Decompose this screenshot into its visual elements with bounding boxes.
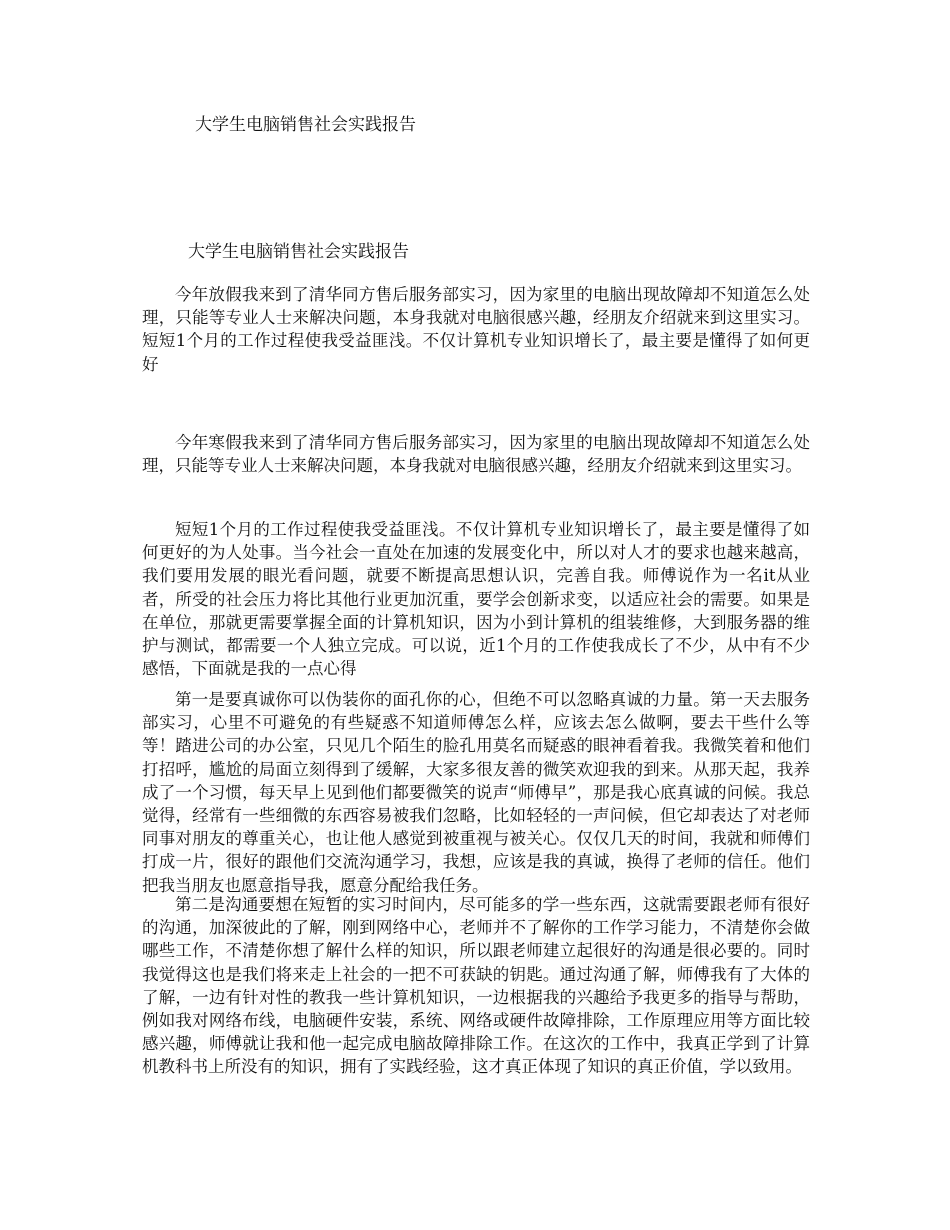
- paragraph-experience: 短短1个月的工作过程使我受益匪浅。不仅计算机专业知识增长了，最主要是懂得了如何更好的为人处事。当今社会一直处在加速的发展变化中，所以对人才的要求也越来越高，我们要用发展的眼光看问题，就要不断提高思想认识，完善自我。师傅说作为一名it从业者，所受的社会压力将比其他行业更加沉重，要学会创新求变，以适应社会的需要。如果是在单位，那就更需要掌握全面的计算机知识，因为小到计算机的组装维修，大到服务器的维护与测试，都需要一个人独立完成。可以说，近1个月的工作使我成长了不少，从中有不少感悟，下面就是我的一点心得: [142, 520, 810, 679]
- paragraph-intro-summary: 今年放假我来到了清华同方售后服务部实习，因为家里的电脑出现故障却不知道怎么处理，只能等专业人士来解决问题，本身我就对电脑很感兴趣，经朋友介绍就来到这里实习。短短1个月的工作过程使我受益匪浅。不仅计算机专业知识增长了，最主要是懂得了如何更好: [142, 285, 810, 374]
- paragraph-communication: 第二是沟通要想在短暂的实习时间内，尽可能多的学一些东西，这就需要跟老师有很好的沟通，加深彼此的了解，刚到网络中心，老师并不了解你的工作学习能力，不清楚你会做哪些工作，不清楚你想了解什么样的知识，所以跟老师建立起很好的沟通是很必要的。同时我觉得这也是我们将来走上社会的一把不可获缺的钥匙。通过沟通了解，师傅我有了大体的了解，一边有针对性的教我一些计算机知识，一边根据我的兴趣给予我更多的指导与帮助，例如我对网络布线，电脑硬件安装，系统、网络或硬件故障排除，工作原理应用等方面比较感兴趣，师傅就让我和他一起完成电脑故障排除工作。在这次的工作中，我真正学到了计算机教科书上所没有的知识，拥有了实践经验，这才真正体现了知识的真正价值，学以致用。: [142, 895, 810, 1077]
- document-subtitle: 大学生电脑销售社会实践报告: [188, 242, 409, 262]
- paragraph-intro: 今年寒假我来到了清华同方售后服务部实习，因为家里的电脑出现故障却不知道怎么处理，只能等专业人士来解决问题，本身我就对电脑很感兴趣，经朋友介绍就来到这里实习。: [142, 433, 810, 476]
- paragraph-sincerity: 第一是要真诚你可以伪装你的面孔你的心，但绝不可以忽略真诚的力量。第一天去服务部实习，心里不可避免的有些疑惑不知道师傅怎么样，应该去怎么做啊，要去干些什么等等！踏进公司的办公室，只见几个陌生的脸孔用莫名而疑惑的眼神看着我。我微笑着和他们打招呼，尴尬的局面立刻得到了缓解，大家多很友善的微笑欢迎我的到来。从那天起，我养成了一个习惯，每天早上见到他们都要微笑的说声“师傅早”，那是我心底真诚的问候。我总觉得，经常有一些细微的东西容易被我们忽略，比如轻轻的一声问候，但它却表达了对老师同事对朋友的尊重关心，也让他人感觉到被重视与被关心。仅仅几天的时间，我就和师傅们打成一片，很好的跟他们交流沟通学习，我想，应该是我的真诚，换得了老师的信任。他们把我当朋友也愿意指导我，愿意分配给我任务。: [142, 690, 810, 895]
- document-title: 大学生电脑销售社会实践报告: [195, 115, 416, 135]
